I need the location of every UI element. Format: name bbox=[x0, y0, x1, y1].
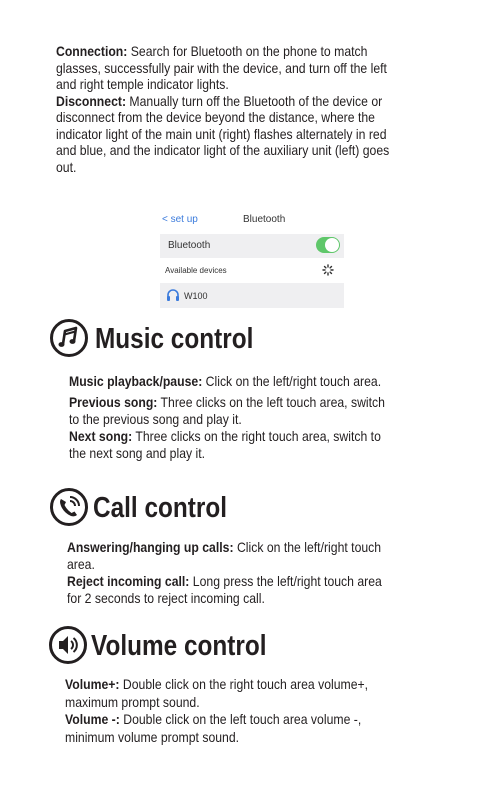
disconnect-label: Disconnect: bbox=[56, 93, 127, 109]
reject-call-label: Reject incoming call: bbox=[67, 574, 190, 589]
settings-title: Bluetooth bbox=[243, 214, 286, 225]
reject-call-text: Long press the left/right touch area bbox=[189, 574, 382, 589]
volume-up-text: maximum prompt sound. bbox=[65, 694, 200, 710]
music-play-label: Music playback/pause: bbox=[69, 374, 203, 389]
disconnect-text: and blue, and the indicator light of the auxiliary unit (left) goes bbox=[56, 143, 390, 158]
connection-label: Connection: bbox=[56, 44, 128, 59]
headphones-icon bbox=[166, 288, 180, 302]
volume-down-text: Double click on the left touch area volume -, bbox=[119, 712, 362, 727]
next-song-text: Three clicks on the right touch area, switch to bbox=[132, 429, 381, 444]
disconnect-text: Manually turn off the Bluetooth of the device or bbox=[126, 93, 383, 109]
bluetooth-row[interactable] bbox=[160, 234, 344, 258]
volume-down-label: Volume -: bbox=[65, 712, 120, 727]
connection-text: and right temple indicator lights. bbox=[56, 77, 229, 92]
phone-icon bbox=[49, 487, 89, 527]
volume-down-text: minimum volume prompt sound. bbox=[65, 729, 240, 745]
volume-up-label: Volume+: bbox=[65, 677, 120, 692]
connection-text: glasses, successfully pair with the device, and turn off the left bbox=[56, 60, 387, 76]
answer-call-text: area. bbox=[67, 557, 95, 572]
answer-call-text: Click on the left/right touch bbox=[233, 540, 382, 555]
previous-song-text: Three clicks on the left touch area, switch bbox=[157, 395, 385, 410]
call-control-heading: Call control bbox=[93, 492, 227, 524]
music-play-text: Click on the left/right touch area. bbox=[202, 374, 382, 389]
speaker-icon bbox=[48, 625, 88, 665]
answer-call-label: Answering/hanging up calls: bbox=[67, 540, 234, 555]
bluetooth-settings-screenshot bbox=[160, 212, 344, 308]
next-song-label: Next song: bbox=[69, 429, 133, 444]
available-devices-row bbox=[160, 260, 344, 282]
loading-spinner-icon bbox=[322, 264, 334, 276]
music-control-text bbox=[69, 373, 385, 462]
call-control-text bbox=[67, 539, 382, 607]
previous-song-label: Previous song: bbox=[69, 395, 158, 410]
available-devices-label: Available devices bbox=[165, 266, 227, 275]
music-note-icon bbox=[49, 318, 89, 358]
connection-text: Search for Bluetooth on the phone to match bbox=[127, 44, 368, 59]
music-control-heading: Music control bbox=[95, 323, 254, 355]
disconnect-text: out. bbox=[56, 159, 77, 175]
volume-control-heading: Volume control bbox=[91, 630, 267, 662]
volume-up-text: Double click on the right touch area volume+, bbox=[119, 677, 369, 692]
disconnect-text: indicator light of the main unit (right) flashes alternately in red bbox=[56, 126, 387, 142]
settings-navbar bbox=[160, 212, 344, 232]
back-link[interactable]: < set up bbox=[162, 214, 198, 225]
device-row-w100[interactable] bbox=[160, 283, 344, 308]
volume-control-text bbox=[65, 676, 368, 746]
next-song-text: the next song and play it. bbox=[69, 446, 206, 461]
device-name: W100 bbox=[184, 291, 208, 301]
previous-song-text: to the previous song and play it. bbox=[69, 412, 242, 427]
bluetooth-label: Bluetooth bbox=[168, 240, 211, 251]
reject-call-text: for 2 seconds to reject incoming call. bbox=[67, 591, 265, 606]
disconnect-text: disconnect from the device beyond the distance, where the bbox=[56, 110, 375, 125]
bluetooth-toggle[interactable] bbox=[316, 237, 340, 253]
connection-paragraph bbox=[56, 44, 389, 176]
